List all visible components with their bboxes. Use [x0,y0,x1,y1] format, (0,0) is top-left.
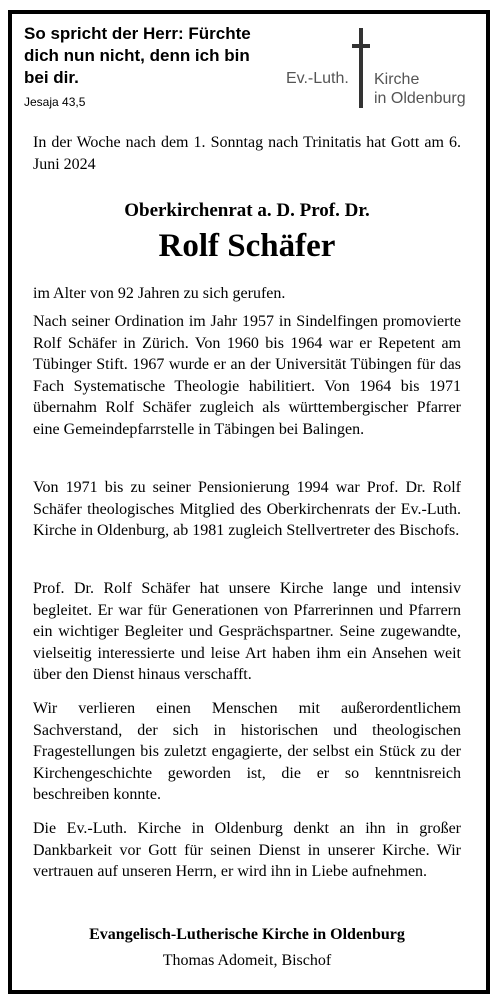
bible-verse: So spricht der Herr: Fürchte dich nun nicht, denn ich bin bei dir. [24,24,251,87]
intro-text: In der Woche nach dem 1. Sonntag nach Trinitatis hat Gott am 6. Juni 2024 [33,134,461,173]
paragraph-tribute: Prof. Dr. Rolf Schäfer hat unsere Kirche lange und intensiv begleitet. Er war für Generationen von Pfarrerinnen und Pfarrern ein wichtiger Begleiter und Gesprächspartner. Seine zugewandte, vielseitig interessierte und leise Art haben ihm ein Ansehen weit über den Dienst hinaus verschafft. [33,580,461,683]
bible-reference: Jesaja 43,5 [24,95,86,109]
paragraph-oberkirchenrat: Von 1971 bis zu seiner Pensionierung 1994 war Prof. Dr. Rolf Schäfer theologisches Mitglied des Oberkirchenrats der Ev.-Luth. Kirche in Oldenburg, ab 1981 zugleich Stellvertreter des Bischofs. [33,479,461,539]
deceased-title: Oberkirchenrat a. D. Prof. Dr. [124,200,370,221]
logo-text-left: Ev.-Luth. [286,70,349,87]
cross-icon [352,28,370,108]
logo-text-kirche: Kirche [374,71,420,88]
paragraph-career: Nach seiner Ordination im Jahr 1957 in Sindelfingen promovierte Rolf Schäfer in Zürich. Von 1960 bis 1964 war er Repetent am Tübinger Stift. 1967 wurde er an der Universität Tübingen für das Fach Systematische Theologie habilitiert. Von 1964 bis 1971 übernahm Rolf Schäfer zugleich als württembergischer Pfarrer eine Gemeindepfarrstelle in Täbingen bei Balingen. [33,313,461,438]
paragraph-gratitude: Die Ev.-Luth. Kirche in Oldenburg denkt an ihn in großer Dankbarkeit vor Gott für seinen Dienst in unserer Kirche. Wir vertrauen auf unseren Herrn, er wird ihn in Liebe aufnehmen. [33,820,461,880]
signature-name: Thomas Adomeit, Bischof [162,952,332,969]
signature-organization: Evangelisch-Lutherische Kirche in Oldenburg [89,926,405,943]
deceased-name: Rolf Schäfer [158,228,336,264]
paragraph-age: im Alter von 92 Jahren zu sich gerufen. [33,285,286,302]
paragraph-loss: Wir verlieren einen Menschen mit außerordentlichem Sachverstand, der sich in historischen und theologischen Fragestellungen bis zuletzt engagierte, der selbst ein Stück zu der Kirchengeschichte geworden ist, die er so kenntnisreich beschreiben konnte. [33,700,461,803]
church-logo [286,28,476,108]
logo-text-right [374,70,466,108]
logo-text-oldenburg: in Oldenburg [374,90,466,107]
